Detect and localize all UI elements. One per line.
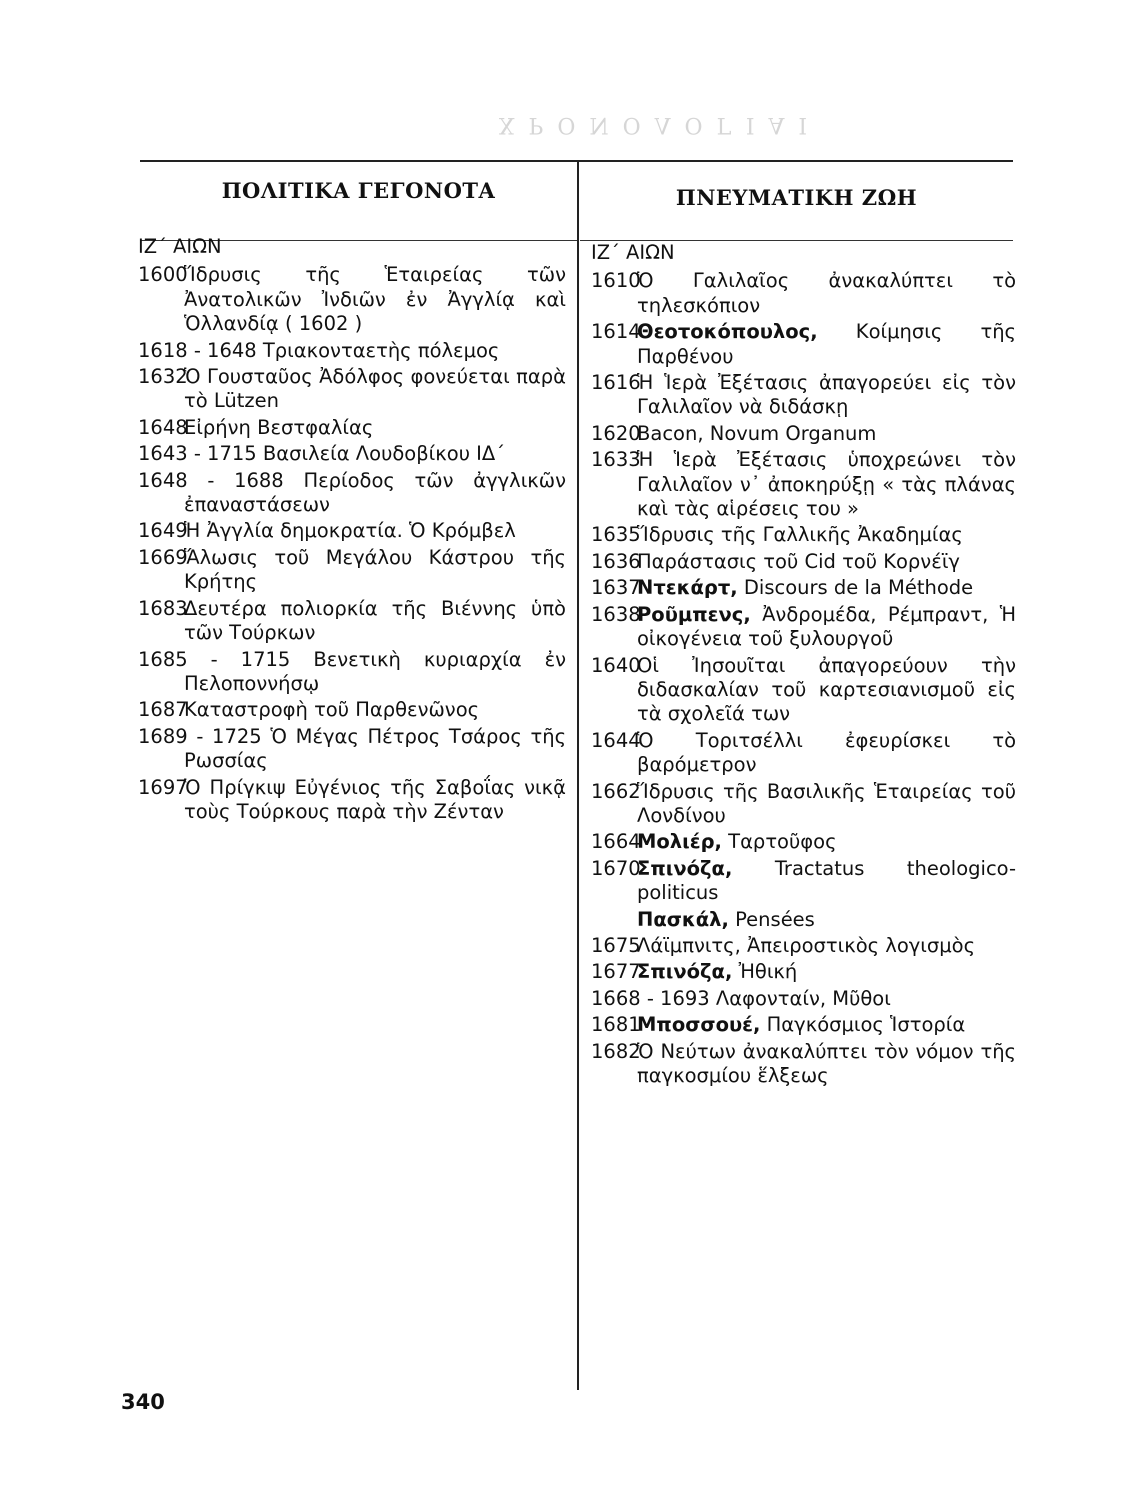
- entry-text: Ἡ Ἀγγλία δημοκρατία. Ὁ Κρόμβελ: [184, 519, 516, 543]
- entry-year: 1697: [138, 775, 188, 799]
- entry-year: 1683: [138, 596, 188, 620]
- chronology-entry: [138, 365, 566, 414]
- political-events-column: [138, 235, 566, 826]
- chronology-entry: [138, 469, 566, 518]
- chronology-entry: [591, 1013, 1016, 1037]
- entry-text: Discours de la Méthode: [743, 576, 974, 600]
- entry-author: Ροῦμπενς,: [637, 602, 751, 626]
- century-label: ΙΖ΄ ΑΙΩΝ: [138, 235, 222, 258]
- entry-text: Ἠθική: [738, 960, 798, 984]
- chronology-entry: [591, 448, 1016, 521]
- entry-text: Κοίμησις τῆς Παρθένου: [637, 320, 1016, 368]
- bleed-through-title: ΧΡΟΝΟΛΟΓΙΑΙ: [498, 112, 822, 137]
- left-column-title: ΠΟΛΙΤΙΚΑ ΓΕΓΟΝΟΤΑ: [221, 178, 496, 203]
- chronology-entry: [591, 908, 1016, 932]
- entry-year: 1670: [591, 856, 641, 880]
- entry-text: Ἵδρυσις τῆς Βασιλικῆς Ἑταιρείας τοῦ Λονδίνου: [637, 779, 1016, 827]
- entry-text: Ἡ Ἱερὰ Ἐξέτασις ἀπαγορεύει εἰς τὸν Γαλιλαῖον νὰ διδάσκῃ: [637, 371, 1016, 419]
- entry-text: Παγκόσμιος Ἱστορία: [766, 1013, 966, 1037]
- chronology-entry: [591, 830, 1016, 854]
- entry-year: 1638: [591, 602, 641, 626]
- entry-year: 1677: [591, 960, 641, 984]
- chronology-entry: [591, 576, 1016, 600]
- chronology-entry: [138, 416, 566, 440]
- chronology-entry: [591, 603, 1016, 652]
- entry-year: 1648 - 1688: [138, 468, 284, 492]
- entry-text: Pensées: [735, 907, 815, 931]
- entry-author: Πασκάλ,: [637, 907, 729, 931]
- entry-year: 1614: [591, 320, 641, 344]
- entry-year: 1662: [591, 779, 641, 803]
- entry-author: Μποσσουέ,: [637, 1013, 761, 1037]
- column-divider: [577, 160, 579, 1390]
- entry-text: Τριακονταετὴς πόλεμος: [262, 338, 500, 362]
- entry-text: Tractatus theologico-politicus: [637, 856, 1016, 905]
- entry-year: 1643 - 1715: [138, 442, 257, 466]
- entry-text: Ἅλωσις τοῦ Μεγάλου Κάστρου τῆς Κρήτης: [184, 545, 566, 594]
- chronology-entry: [591, 857, 1016, 906]
- entry-text: Εἰρήνη Βεστφαλίας: [184, 415, 374, 439]
- entry-text: Ὁ Γουσταῦος Ἀδόλφος φονεύεται παρὰ τὸ Lützen: [184, 365, 566, 413]
- chronology-entry: [591, 269, 1016, 318]
- entry-year: 1649: [138, 519, 188, 543]
- chronology-entry: [591, 960, 1016, 984]
- entry-text: Ἵδρυσις τῆς Ἑταιρείας τῶν Ἀνατολικῶν Ἰνδιῶν ἐν Ἀγγλίᾳ καὶ Ὁλλανδίᾳ ( 1602 ): [184, 263, 566, 336]
- chronology-entry: [591, 654, 1016, 727]
- entry-text: Ἀνδρομέδα, Ρέμπραντ, Ἡ οἰκογένεια τοῦ ξυλουργοῦ: [637, 602, 1016, 651]
- right-entry-list: [591, 269, 1016, 1088]
- entry-author: Μολιέρ,: [637, 830, 722, 854]
- chronology-entry: [591, 523, 1016, 547]
- entry-text: Λάϊμπνιτς, Ἀπειροστικὸς λογισμὸς: [637, 933, 976, 957]
- left-entry-list: [138, 263, 566, 824]
- chronology-entry: [591, 729, 1016, 778]
- entry-author: Σπινόζα,: [637, 856, 733, 880]
- chronology-entry: [138, 519, 566, 543]
- chronology-entry: [591, 422, 1016, 446]
- right-column-title: ΠΝΕΥΜΑΤΙΚΗ ΖΩΗ: [675, 185, 918, 210]
- entry-year: 1644: [591, 728, 641, 752]
- century-label: ΙΖ΄ ΑΙΩΝ: [591, 241, 675, 264]
- chronology-entry: [591, 320, 1016, 369]
- entry-year: 1610: [591, 269, 641, 293]
- entry-year: 1632: [138, 365, 188, 389]
- entry-year: 1600: [138, 263, 188, 287]
- entry-year: 1637: [591, 576, 641, 600]
- entry-text: Ἡ Ἱερὰ Ἐξέτασις ὑποχρεώνει τὸν Γαλιλαῖον ν᾽ ἀποκηρύξῃ « τὰς πλάνας καὶ τὰς αἱρέσεις του »: [637, 448, 1016, 521]
- entry-text: Ὁ Μέγας Πέτρος Τσάρος τῆς Ρωσσίας: [184, 724, 567, 773]
- chronology-entry: [138, 648, 566, 697]
- entry-text: Ὁ Γαλιλαῖος ἀνακαλύπτει τὸ τηλεσκόπιον: [637, 269, 1016, 317]
- chronology-entry: [591, 371, 1016, 420]
- entry-year: 1685 - 1715: [138, 647, 291, 671]
- entry-text: Δευτέρα πολιορκία τῆς Βιέννης ὑπὸ τῶν Τούρκων: [184, 596, 566, 645]
- entry-year: 1687: [138, 698, 188, 722]
- entry-year: 1635: [591, 523, 641, 547]
- entry-text: Βασιλεία Λουδοβίκου ΙΔ΄: [262, 442, 506, 466]
- chronology-entry: [138, 546, 566, 595]
- chronology-entry: [591, 987, 1016, 1011]
- entry-author: Ντεκάρτ,: [637, 576, 738, 600]
- entry-text: Bacon, Novum Organum: [637, 421, 877, 445]
- chronology-entry: [591, 1040, 1016, 1089]
- entry-text: Ταρτοῦφος: [728, 830, 837, 854]
- entry-year: 1664: [591, 830, 641, 854]
- chronology-entry: [138, 597, 566, 646]
- entry-year: 1648: [138, 415, 188, 439]
- entry-year: 1682: [591, 1039, 641, 1063]
- entry-text: Οἱ Ἰησουῖται ἀπαγορεύουν τὴν διδασκαλίαν τοῦ καρτεσιανισμοῦ εἰς τὰ σχολεῖά των: [637, 653, 1016, 726]
- page-number: 340: [121, 1390, 165, 1414]
- chronology-entry: [138, 776, 566, 825]
- entry-text: Ὁ Πρίγκιψ Εὐγένιος τῆς Σαβοΐας νικᾷ τοὺς Τούρκους παρὰ τὴν Ζένταν: [184, 775, 566, 823]
- chronology-entry: [138, 725, 566, 774]
- intellectual-life-column: [591, 241, 1016, 1090]
- entry-year: 1640: [591, 653, 641, 677]
- entry-text: Περίοδος τῶν ἀγγλικῶν ἐπαναστάσεων: [184, 468, 567, 517]
- chronology-entry: [138, 263, 566, 336]
- entry-year: 1689 - 1725: [138, 724, 262, 748]
- entry-text: Βενετικὴ κυριαρχία ἐν Πελοποννήσῳ: [184, 647, 567, 695]
- entry-year: 1616: [591, 371, 641, 395]
- chronology-entry: [591, 550, 1016, 574]
- chronology-entry: [138, 698, 566, 722]
- entry-text: Λαφονταίν, Μῦθοι: [715, 986, 891, 1010]
- entry-year: 1636: [591, 549, 641, 573]
- chronology-entry: [591, 780, 1016, 829]
- entry-text: Ἵδρυσις τῆς Γαλλικῆς Ἀκαδημίας: [637, 523, 963, 547]
- entry-year: 1618 - 1648: [138, 338, 257, 362]
- entry-year: 1681: [591, 1013, 641, 1037]
- entry-text: Ὁ Νεύτων ἀνακαλύπτει τὸν νόμον τῆς παγκοσμίου ἕλξεως: [637, 1039, 1016, 1087]
- entry-year: 1668 - 1693: [591, 986, 710, 1010]
- entry-year: 1675: [591, 933, 641, 957]
- entry-year: 1669: [138, 545, 188, 569]
- chronology-entry: [138, 339, 566, 363]
- entry-text: Ὁ Τοριτσέλλι ἐφευρίσκει τὸ βαρόμετρον: [637, 728, 1016, 777]
- entry-text: Καταστροφὴ τοῦ Παρθενῶνος: [184, 698, 480, 722]
- entry-author: Θεοτοκόπουλος,: [637, 320, 818, 344]
- chronology-entry: [138, 442, 566, 466]
- entry-author: Σπινόζα,: [637, 960, 733, 984]
- entry-year: 1620: [591, 421, 641, 445]
- entry-year: 1633: [591, 448, 641, 472]
- chronology-entry: [591, 934, 1016, 958]
- entry-text: Παράστασις τοῦ Cid τοῦ Κορνέϊγ: [637, 549, 960, 573]
